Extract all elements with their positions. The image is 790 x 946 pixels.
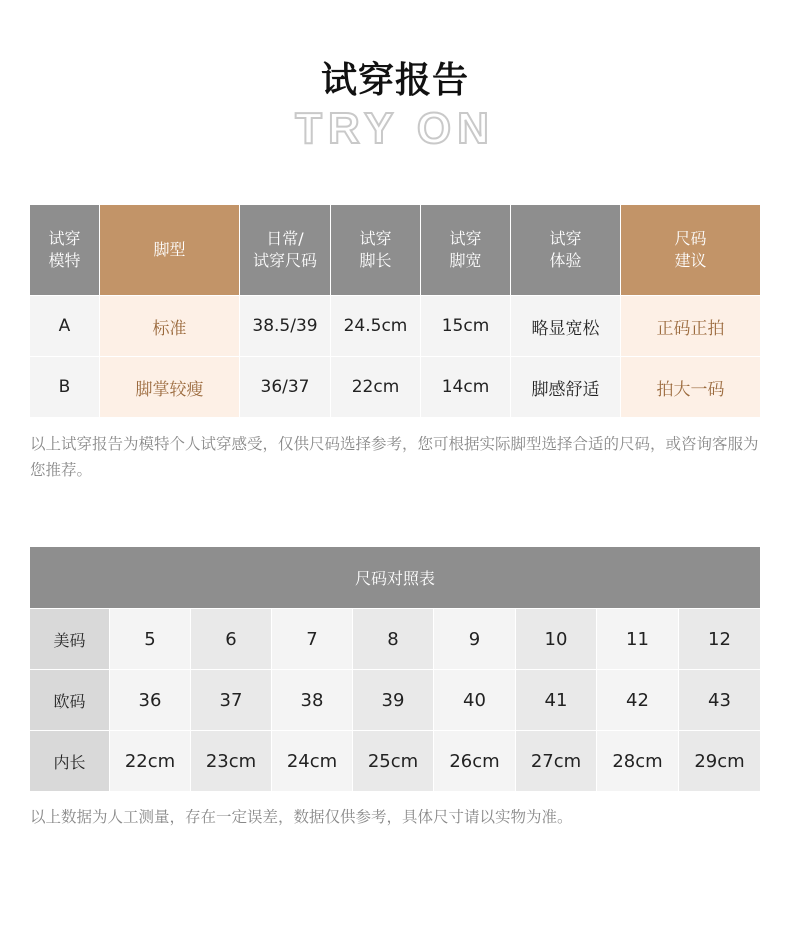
experience-cell: 略显宽松 <box>511 295 621 356</box>
table-row <box>30 356 760 417</box>
size-cell: 22cm <box>110 730 191 791</box>
foot-type-cell: 标准 <box>100 295 240 356</box>
size-chart-note: 以上数据为人工测量，存在一定误差，数据仅供参考，具体尺寸请以实物为准。 <box>30 808 573 826</box>
size-cell: 42 <box>597 669 679 730</box>
size-chart-title: 尺码对照表 <box>30 546 760 608</box>
size-cell: 40 <box>434 669 516 730</box>
foot-width-cell: 15cm <box>421 295 511 356</box>
size-cell: 8 <box>353 608 434 669</box>
size-cell: 38 <box>272 669 353 730</box>
row-label-eu: 欧码 <box>30 669 110 730</box>
header-foot-width: 试穿 脚宽 <box>421 205 511 295</box>
size-advice-cell: 正码正拍 <box>621 295 760 356</box>
size-advice-cell: 拍大一码 <box>621 356 760 417</box>
table-row <box>30 608 760 669</box>
size-cell: 39 <box>353 669 434 730</box>
daily-size-cell: 38.5/39 <box>240 295 331 356</box>
size-chart-table <box>30 546 760 791</box>
foot-length-cell: 24.5cm <box>331 295 421 356</box>
size-cell: 24cm <box>272 730 353 791</box>
table-row <box>30 669 760 730</box>
size-cell: 5 <box>110 608 191 669</box>
size-cell: 25cm <box>353 730 434 791</box>
size-cell: 9 <box>434 608 516 669</box>
size-cell: 11 <box>597 608 679 669</box>
size-cell: 23cm <box>191 730 272 791</box>
size-cell: 36 <box>110 669 191 730</box>
header-foot-length: 试穿 脚长 <box>331 205 421 295</box>
header-model: 试穿 模特 <box>30 205 100 295</box>
header-size-advice: 尺码 建议 <box>621 205 760 295</box>
size-cell: 7 <box>272 608 353 669</box>
header-experience: 试穿 体验 <box>511 205 621 295</box>
table-row <box>30 730 760 791</box>
page-title: 试穿报告 <box>320 60 469 101</box>
size-cell: 28cm <box>597 730 679 791</box>
tryon-table <box>30 205 760 417</box>
tryon-header-row <box>30 205 760 295</box>
table-row <box>30 295 760 356</box>
foot-length-cell: 22cm <box>331 356 421 417</box>
row-label-us: 美码 <box>30 608 110 669</box>
header-daily-size: 日常/ 试穿尺码 <box>240 205 331 295</box>
foot-type-cell: 脚掌较瘦 <box>100 356 240 417</box>
size-cell: 10 <box>516 608 597 669</box>
size-cell: 29cm <box>679 730 760 791</box>
model-cell: A <box>30 295 100 356</box>
model-cell: B <box>30 356 100 417</box>
row-label-inner-length: 内长 <box>30 730 110 791</box>
header-foot-type: 脚型 <box>100 205 240 295</box>
experience-cell: 脚感舒适 <box>511 356 621 417</box>
size-cell: 37 <box>191 669 272 730</box>
daily-size-cell: 36/37 <box>240 356 331 417</box>
size-cell: 6 <box>191 608 272 669</box>
tryon-note: 以上试穿报告为模特个人试穿感受，仅供尺码选择参考，您可根据实际脚型选择合适的尺码，或咨询客服为您推荐。 <box>30 435 759 479</box>
page-subtitle: TRY ON <box>295 104 495 153</box>
size-cell: 41 <box>516 669 597 730</box>
size-cell: 27cm <box>516 730 597 791</box>
size-cell: 26cm <box>434 730 516 791</box>
size-cell: 12 <box>679 608 760 669</box>
size-cell: 43 <box>679 669 760 730</box>
foot-width-cell: 14cm <box>421 356 511 417</box>
